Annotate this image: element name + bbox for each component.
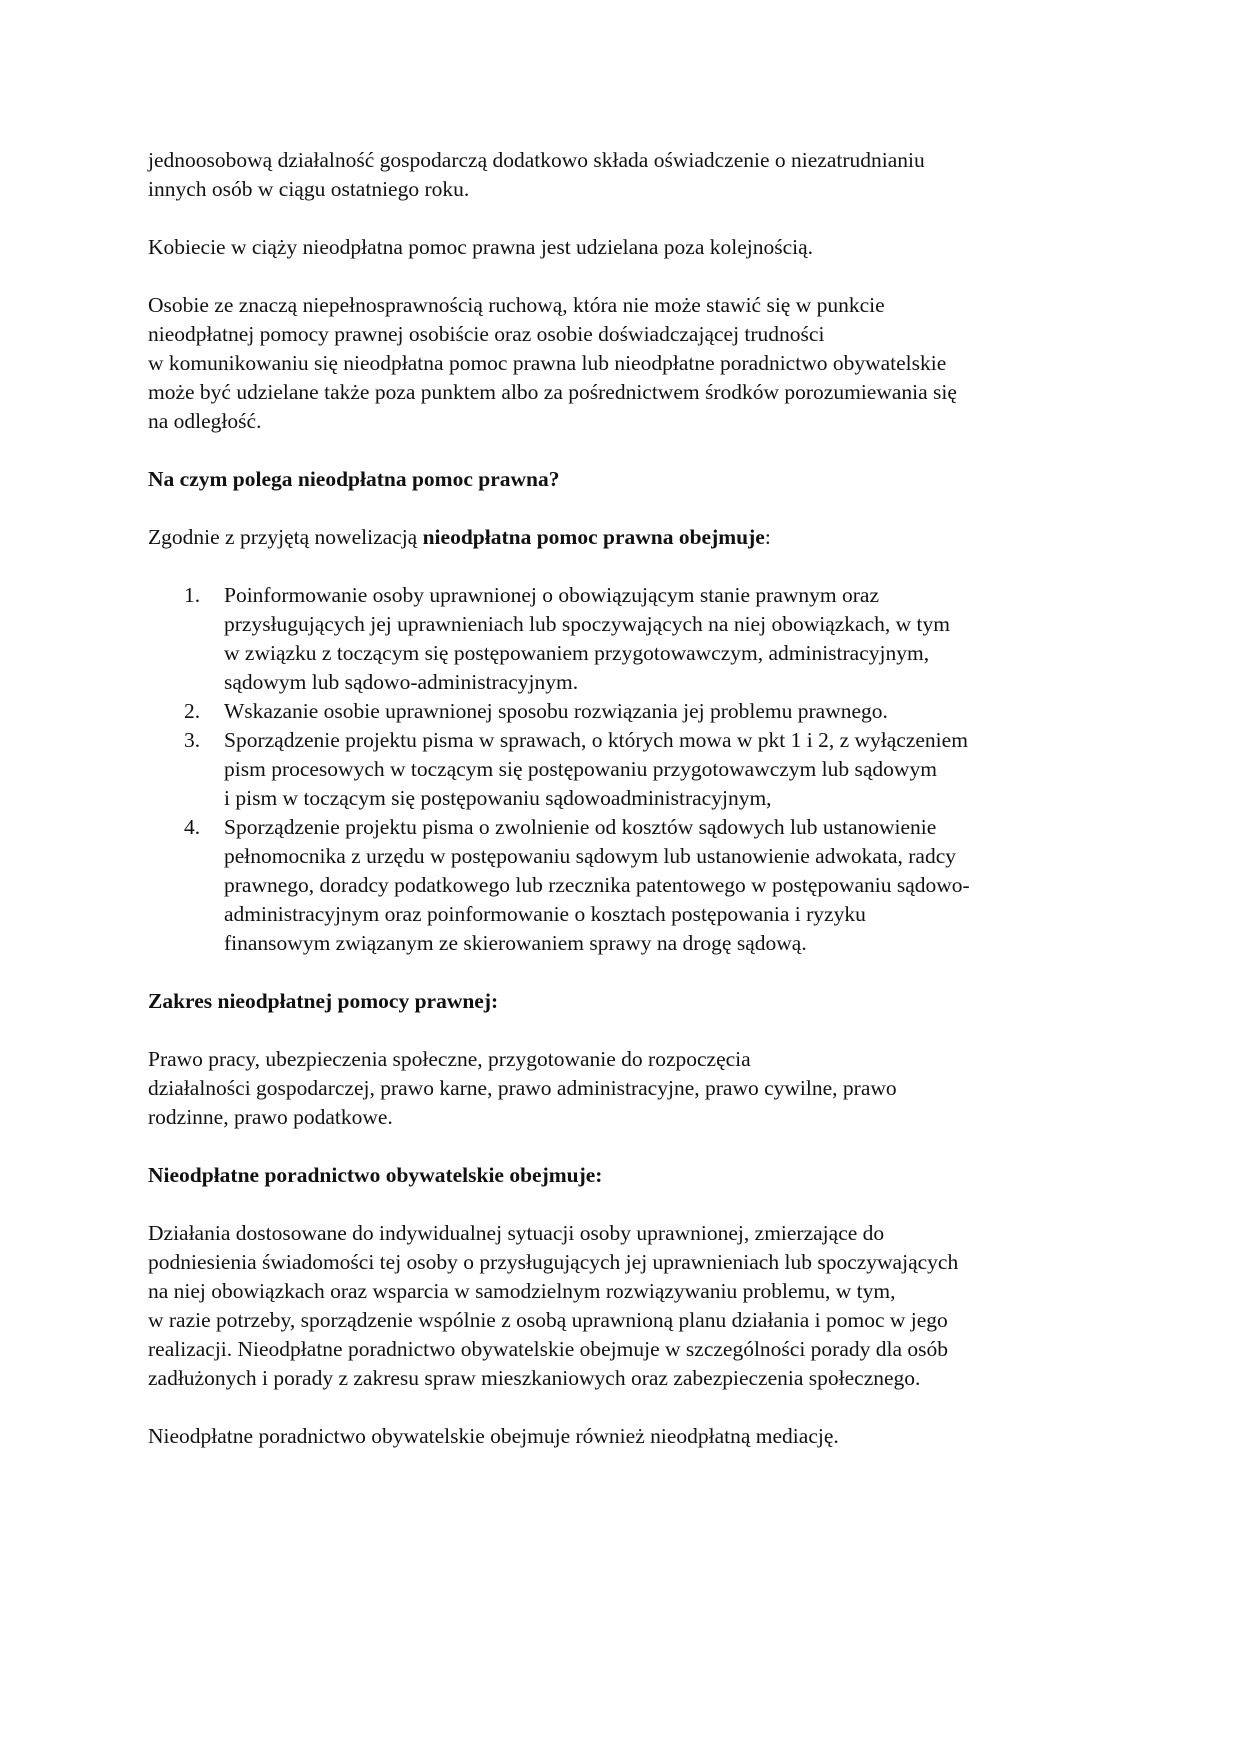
list-number: 4. xyxy=(184,815,201,839)
text-line: sądowym lub sądowo-administracyjnym. xyxy=(224,670,579,694)
text-line xyxy=(148,523,1108,552)
text-line: Prawo pracy, ubezpieczenia społeczne, przygotowanie do rozpoczęcia xyxy=(148,1047,751,1071)
text-line: Sporządzenie projektu pisma w sprawach, o których mowa w pkt 1 i 2, z wyłączeniem xyxy=(224,728,968,752)
list-item xyxy=(148,697,1108,726)
text-line: na niej obowiązkach oraz wsparcia w samodzielnym rozwiązywaniu problemu, w tym, xyxy=(148,1279,896,1303)
list-number: 3. xyxy=(184,728,201,752)
text-line: przysługujących jej uprawnieniach lub spoczywających na niej obowiązkach, w tym xyxy=(224,612,950,636)
document-page xyxy=(148,146,1108,1480)
text-line: Kobiecie w ciąży nieodpłatna pomoc prawna jest udzielana poza kolejnością. xyxy=(148,235,814,259)
list-item xyxy=(148,813,1108,958)
section-heading-scope: Zakres nieodpłatnej pomocy prawnej: xyxy=(148,989,499,1013)
text-line: innych osób w ciągu ostatniego roku. xyxy=(148,177,470,201)
paragraph-mediation xyxy=(148,1422,1108,1451)
text-line: realizacji. Nieodpłatne poradnictwo obywatelskie obejmuje w szczególności porady dla osób xyxy=(148,1337,949,1361)
text-line: podniesienia świadomości tej osoby o przysługujących jej uprawnieniach lub spoczywających xyxy=(148,1250,959,1274)
text-line: administracyjnym oraz poinformowanie o kosztach postępowania i ryzyku xyxy=(224,902,866,926)
text-line: w związku z toczącym się postępowaniem przygotowawczym, administracyjnym, xyxy=(224,641,930,665)
paragraph-scope xyxy=(148,1045,1108,1132)
text-line: finansowym związanym ze skierowaniem sprawy na drogę sądową. xyxy=(224,931,807,955)
text-line: w razie potrzeby, sporządzenie wspólnie z osobą uprawnioną planu działania i pomoc w jego xyxy=(148,1308,948,1332)
text-line: w komunikowaniu się nieodpłatna pomoc prawna lub nieodpłatne poradnictwo obywatelskie xyxy=(148,351,947,375)
text-line: na odległość. xyxy=(148,409,262,433)
list-number: 2. xyxy=(184,699,201,723)
text-line: i pism w toczącym się postępowaniu sądowoadministracyjnym, xyxy=(224,786,772,810)
text-line: Osobie ze znaczą niepełnosprawnością ruchową, która nie może stawić się w punkcie xyxy=(148,293,885,317)
paragraph-self-employed xyxy=(148,146,1108,204)
text-line: Sporządzenie projektu pisma o zwolnienie od kosztów sądowych lub ustanowienie xyxy=(224,815,937,839)
text-line: może być udzielane także poza punktem albo za pośrednictwem środków porozumiewania się xyxy=(148,380,957,404)
section-heading-civic-advice: Nieodpłatne poradnictwo obywatelskie obejmuje: xyxy=(148,1163,603,1187)
paragraph-civic-advice xyxy=(148,1219,1108,1393)
text-line: pism procesowych w toczącym się postępowaniu przygotowawczym lub sądowym xyxy=(224,757,937,781)
text-line: prawnego, doradcy podatkowego lub rzecznika patentowego w postępowaniu sądowo- xyxy=(224,873,970,897)
legal-aid-list xyxy=(148,581,1108,958)
paragraph-disability xyxy=(148,291,1108,436)
text-line: zadłużonych i porady z zakresu spraw mieszkaniowych oraz zabezpieczenia społecznego. xyxy=(148,1366,921,1390)
section-heading-legal-aid: Na czym polega nieodpłatna pomoc prawna? xyxy=(148,467,560,491)
text-line: Wskazanie osobie uprawnionej sposobu rozwiązania jej problemu prawnego. xyxy=(224,699,888,723)
text-line: nieodpłatnej pomocy prawnej osobiście oraz osobie doświadczającej trudności xyxy=(148,322,825,346)
intro-colon: : xyxy=(764,525,771,549)
text-line: rodzinne, prawo podatkowe. xyxy=(148,1105,393,1129)
text-line: działalności gospodarczej, prawo karne, prawo administracyjne, prawo cywilne, prawo xyxy=(148,1076,897,1100)
intro-bold-text: nieodpłatna pomoc prawna obejmuje xyxy=(422,525,765,549)
list-item xyxy=(148,581,1108,697)
paragraph-intro xyxy=(148,523,1108,552)
list-item xyxy=(148,726,1108,813)
text-line: Działania dostosowane do indywidualnej sytuacji osoby uprawnionej, zmierzające do xyxy=(148,1221,885,1245)
text-line: pełnomocnika z urzędu w postępowaniu sądowym lub ustanowienie adwokata, radcy xyxy=(224,844,956,868)
text-line: jednoosobową działalność gospodarczą dodatkowo składa oświadczenie o niezatrudnianiu xyxy=(148,148,925,172)
text-line: Nieodpłatne poradnictwo obywatelskie obejmuje również nieodpłatną mediację. xyxy=(148,1424,839,1448)
paragraph-pregnant-women xyxy=(148,233,1108,262)
list-number: 1. xyxy=(184,583,201,607)
text-line: Poinformowanie osoby uprawnionej o obowiązującym stanie prawnym oraz xyxy=(224,583,879,607)
intro-text: Zgodnie z przyjętą nowelizacją xyxy=(148,525,423,549)
